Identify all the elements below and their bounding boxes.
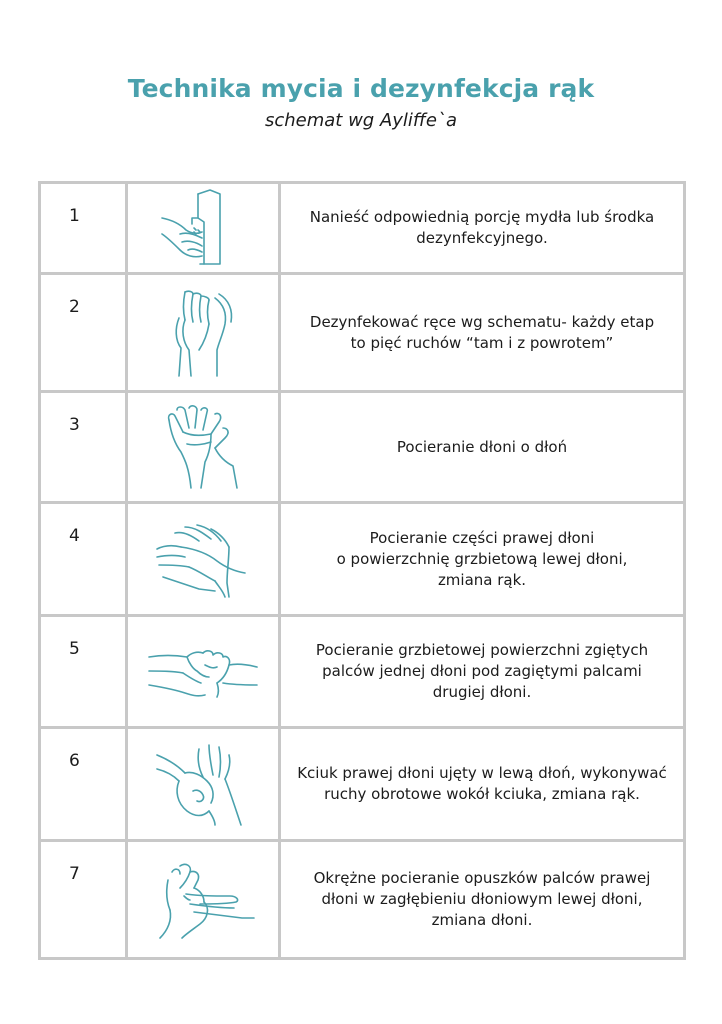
palm-over-back-icon	[155, 519, 251, 599]
step-number: 4	[69, 526, 80, 546]
step-text-line: o powierzchnię grzbietową lewej dłoni,	[336, 549, 628, 568]
step-row-1	[40, 183, 685, 274]
interlaced-fingers-icon	[161, 404, 245, 490]
palms-together-icon	[163, 288, 243, 378]
step-text-line: zmiana dłoni.	[431, 911, 533, 929]
step-text-line: Kciuk prawej dłoni ujęty w lewą dłoń, wykonywać	[297, 764, 667, 782]
step-text-line: Okrężne pocieranie opuszków palców prawej	[313, 869, 651, 887]
step-text-line: zmiana rąk.	[437, 570, 527, 589]
interlocked-fingers-icon	[147, 643, 259, 701]
step-row-4	[40, 503, 685, 616]
fingertips-in-palm-icon	[150, 860, 256, 940]
step-text-line: Dezynfekować ręce wg schematu- każdy etap	[309, 312, 655, 331]
step-row-7	[40, 841, 685, 959]
step-row-6	[40, 728, 685, 841]
step-number: 2	[69, 297, 80, 317]
step-number: 5	[69, 639, 80, 659]
step-text-line: ruchy obrotowe wokół kciuka, zmiana rąk.	[324, 785, 640, 803]
step-text-line: dłoni w zagłębieniu dłoniowym lewej dłoni,	[321, 890, 643, 908]
step-row-5	[40, 616, 685, 728]
soap-dispenser-hands-icon	[158, 188, 248, 268]
step-text-line: Pocieranie dłoni o dłoń	[396, 437, 568, 456]
step-text-line: Pocieranie grzbietowej powierzchni zgiętych	[315, 641, 649, 659]
steps-table	[38, 181, 686, 960]
page-title: Technika mycia i dezynfekcja rąk	[127, 74, 595, 103]
thumb-rotation-icon	[153, 741, 253, 827]
step-text-line: to pięć ruchów “tam i z powrotem”	[350, 333, 614, 352]
step-number: 7	[69, 864, 80, 884]
step-number: 3	[69, 415, 80, 435]
step-row-3	[40, 392, 685, 503]
step-text-line: dezynfekcyjnego.	[416, 229, 548, 247]
step-text-line: palców jednej dłoni pod zagiętymi palcami	[322, 662, 642, 680]
step-text-line: Nanieść odpowiednią porcję mydła lub środka	[309, 208, 655, 226]
step-text-line: drugiej dłoni.	[432, 683, 532, 701]
step-number: 1	[69, 206, 80, 226]
step-text-line: Pocieranie części prawej dłoni	[369, 528, 595, 547]
step-row-2	[40, 274, 685, 392]
page-subtitle: schemat wg Ayliffe`a	[264, 110, 458, 131]
step-number: 6	[69, 751, 80, 771]
